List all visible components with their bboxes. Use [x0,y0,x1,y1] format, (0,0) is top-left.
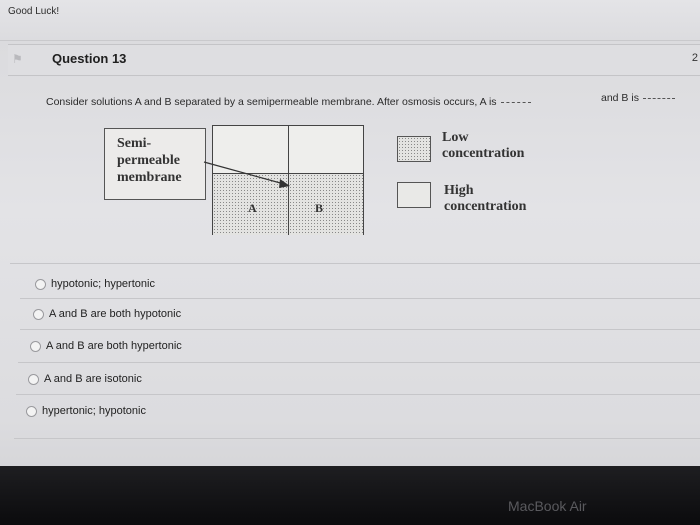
question-title: Question 13 [52,51,127,66]
legend-high-swatch [397,182,431,208]
legend-low-line-2: concentration [442,146,525,161]
membrane-label-line-2: permeable [117,153,180,168]
flag-icon[interactable]: ⚑ [12,52,23,66]
question-points: 2 [691,52,698,64]
radio-option-5[interactable] [26,406,37,417]
membrane-label-box [104,128,206,200]
legend-high-line-1: High [444,183,474,198]
membrane-label-line-3: membrane [117,170,182,185]
radio-option-2[interactable] [33,309,44,320]
option-1-label: hypotonic; hypertonic [51,278,155,290]
legend-high-label [444,183,526,215]
membrane-diagram [212,125,364,235]
option-2[interactable] [33,308,181,320]
option-1[interactable] [35,278,155,290]
top-bar [0,0,700,41]
radio-option-3[interactable] [30,341,41,352]
option-4-label: A and B are isotonic [44,373,142,385]
divider [20,329,700,330]
divider [18,362,700,363]
laptop-bezel [0,466,700,525]
option-2-label: A and B are both hypotonic [49,308,182,320]
option-5-label: hypertonic; hypotonic [42,405,146,417]
quiz-header-title: Good Luck! [8,6,60,17]
divider [10,263,700,264]
legend-high-line-2: concentration [444,199,527,214]
legend-low-label [442,130,524,162]
blank-b [643,98,675,99]
divider [16,394,700,395]
legend-low-line-1: Low [442,130,469,145]
device-label: MacBook Air [508,498,587,514]
option-3-label: A and B are both hypertonic [46,340,182,352]
question-prompt [46,96,535,108]
option-5[interactable] [26,405,146,417]
divider [20,298,700,299]
option-4[interactable] [28,373,142,385]
membrane-label-line-1: Semi- [117,136,152,151]
divider [14,438,700,439]
legend-low-swatch [397,136,431,162]
prompt-text: Consider solutions A and B separated by a semipermeable membrane. After osmosis occurs, A is [46,96,497,108]
radio-option-1[interactable] [35,279,46,290]
compartment-b-label: B [315,201,324,215]
blank-a [501,102,531,103]
radio-option-4[interactable] [28,374,39,385]
option-3[interactable] [30,340,182,352]
compartment-b-fill [289,173,363,235]
question-prompt-tail [601,92,675,104]
prompt-tail-text: and B is [601,92,639,104]
compartment-a-label: A [248,201,257,215]
